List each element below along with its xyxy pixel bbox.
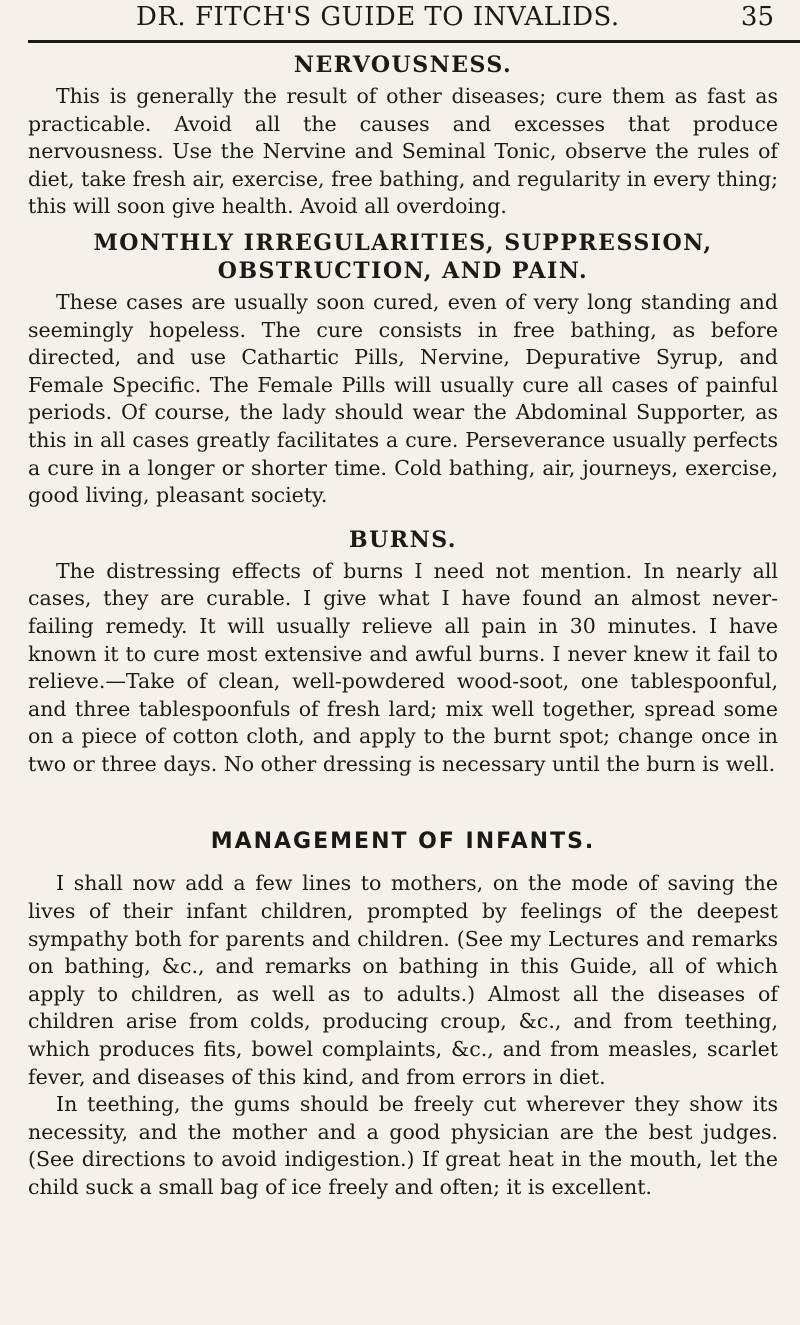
section-heading: BURNS.	[349, 526, 457, 553]
running-head	[28, 0, 800, 43]
section-nervousness	[28, 51, 778, 221]
section-heading: MANAGEMENT OF INFANTS.	[210, 829, 596, 855]
paragraph: This is generally the result of other diseases; cure them as fast as practicable. Avoid all the causes and excesses that produce nervousness. Use the Nervine and Seminal Tonic, observe the rules of diet, take fresh air, exercise, free bathing, and regularity in every thing; this will soon give health. Avoid all overdoing.	[28, 84, 778, 219]
section-burns	[28, 526, 778, 779]
section-heading: NERVOUSNESS.	[293, 52, 513, 78]
section-monthly-irregularities	[28, 229, 778, 510]
paragraph: The distressing effects of burns I need not mention. In nearly all cases, they are curable. I give what I have found an almost never-failing remedy. It will usually relieve all pain in 30 minutes. I have known it to cure most extensive and awful burns. I never knew it fail to relieve.—Take of clean, well-powdered wood-soot, one tablespoonful, and three tablespoonfuls of fresh lard; mix well together, spread some on a piece of cotton cloth, and apply to the burnt spot; change once in two or three days. No other dressing is necessary until the burn is well.	[28, 558, 778, 776]
section-heading: MONTHLY IRREGULARITIES, SUPPRESSION, OBSTRUCTION, AND PAIN.	[93, 229, 713, 284]
page-number: 35	[740, 2, 774, 32]
paragraph: I shall now add a few lines to mothers, on the mode of saving the lives of their infant children, prompted by feelings of the deepest sympathy both for parents and children. (See my Lectures and remarks on bathing, &c., and remarks on bathing in this Guide, all of which apply to children, as well as to adults.) Almost all the diseases of children arise from colds, producing croup, &c., and from teething, which produces fits, bowel complaints, &c., and from measles, scarlet fever, and diseases of this kind, and from errors in diet.	[28, 871, 778, 1089]
section-management-of-infants	[28, 828, 778, 1201]
running-title: DR. FITCH'S GUIDE TO INVALIDS.	[136, 2, 620, 32]
paragraph: In teething, the gums should be freely cut wherever they show its necessity, and the mother and a good physician are the best judges. (See directions to avoid indigestion.) If great heat in the mouth, let the child suck a small bag of ice freely and often; it is excellent.	[28, 1092, 778, 1199]
paragraph: These cases are usually soon cured, even of very long standing and seemingly hopeless. The cure consists in free bathing, as before directed, and use Cathartic Pills, Nervine, Depurative Syrup, and Female Specific. The Female Pills will usually cure all cases of painful periods. Of course, the lady should wear the Abdominal Supporter, as this in all cases greatly facilitates a cure. Perseverance usually perfects a cure in a longer or shorter time. Cold bathing, air, journeys, exercise, good living, pleasant society.	[28, 289, 778, 508]
